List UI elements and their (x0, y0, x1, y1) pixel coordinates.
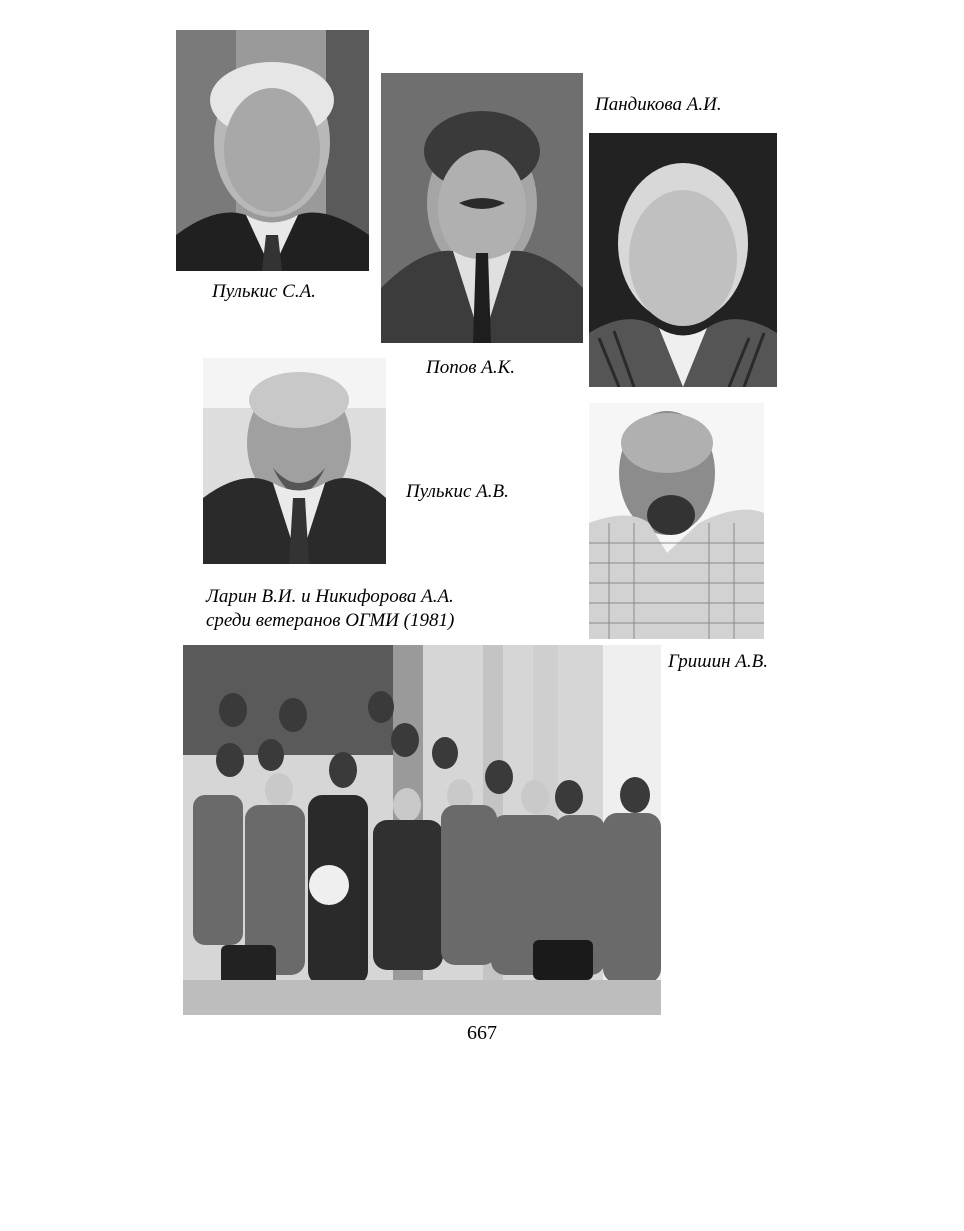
portrait-popov-ak (381, 73, 583, 343)
caption-veterans-line2: среди ветеранов ОГМИ (1981) (206, 610, 455, 631)
portrait-pandikova-ai (589, 133, 777, 387)
portrait-pulkis-av (203, 358, 386, 564)
caption-popov-ak: Попов А.К. (426, 357, 515, 378)
portrait-grishin-av (589, 403, 764, 639)
caption-pandikova-ai: Пандикова А.И. (595, 94, 722, 115)
caption-veterans (206, 585, 454, 633)
caption-veterans-line1: Ларин В.И. и Никифорова А.А. (206, 586, 454, 607)
page-number: 667 (467, 1022, 497, 1044)
portrait-pulkis-sa (176, 30, 369, 271)
caption-grishin-av: Гришин А.В. (668, 651, 769, 672)
caption-pulkis-av: Пулькис А.В. (406, 481, 509, 502)
caption-pulkis-sa: Пулькис С.А. (212, 281, 316, 302)
group-photo-veterans (183, 645, 661, 1015)
